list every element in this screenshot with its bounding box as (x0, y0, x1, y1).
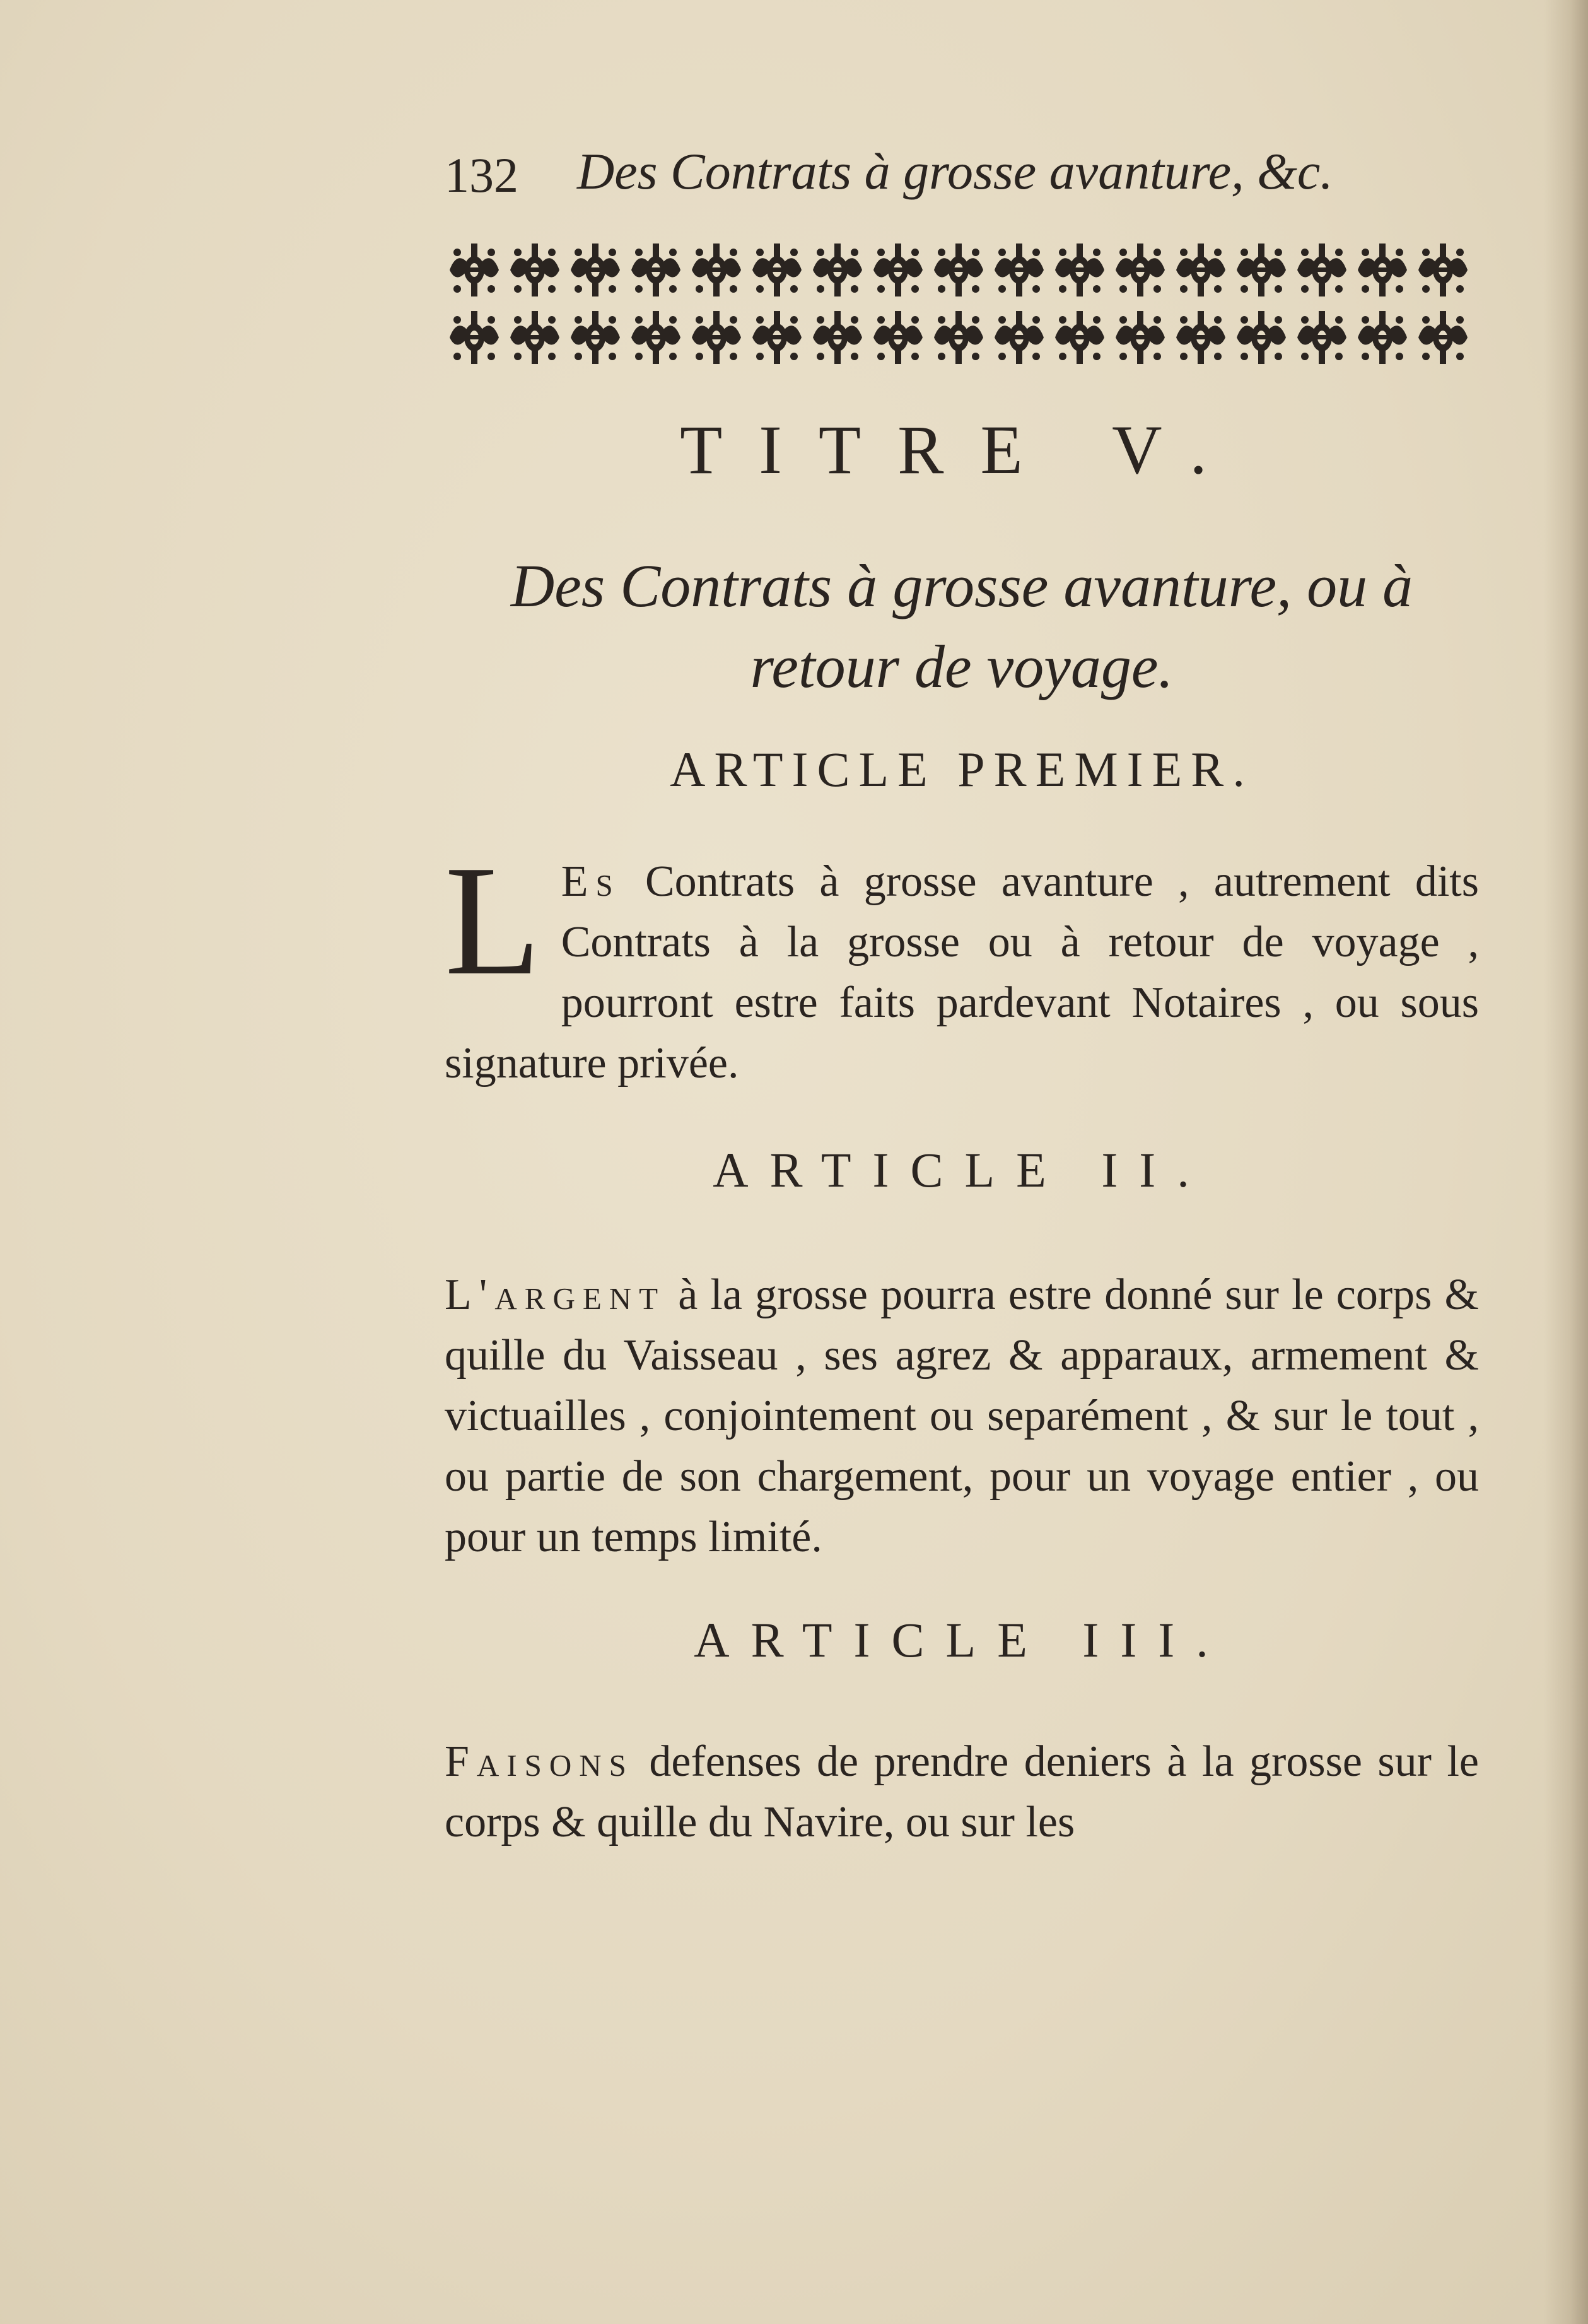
running-title: Des Contrats à grosse avanture, &c. (577, 143, 1333, 200)
article-3-text (445, 1732, 1479, 1853)
page-gutter-shadow (1544, 0, 1588, 2324)
article-1-heading: ARTICLE PREMIER. (670, 742, 1254, 797)
drop-cap: L (445, 833, 541, 1008)
page-number: 132 (445, 148, 518, 202)
article-2-body: à la grosse pourra estre donné sur le corps & quille du Vaisseau , ses agrez & apparaux, armement & victuailles , conjointement ou separément , & sur le tout , ou partie de son chargement, pour un voyage entier , ou pour un temps limité. (445, 1271, 1479, 1561)
article-3-body: defenses de prendre deniers à la grosse sur le corps & quille du Navire, ou sur les (445, 1737, 1479, 1846)
subtitle (445, 546, 1479, 707)
article-1-body: Contrats à grosse avanture , autrement dits Contrats à la grosse ou à retour de voyage , pourront estre faits pardevant Notaires , ou sous signature privée. (445, 857, 1479, 1088)
article-1-lead: Es (561, 857, 621, 906)
subtitle-line-1: Des Contrats à grosse avanture, ou à (510, 552, 1413, 619)
title-heading: TITRE V. (680, 411, 1244, 488)
article-2-heading: ARTICLE II. (713, 1142, 1211, 1197)
article-1-text (445, 833, 1479, 1094)
article-2-text (445, 1265, 1479, 1568)
subtitle-line-2: retour de voyage. (750, 633, 1174, 700)
running-head (445, 142, 1479, 205)
article-2-lead: L'argent (445, 1271, 666, 1319)
ornamental-headpiece (445, 237, 1479, 372)
article-3-lead: Faisons (445, 1737, 634, 1786)
article-3-heading: ARTICLE III. (694, 1612, 1230, 1667)
